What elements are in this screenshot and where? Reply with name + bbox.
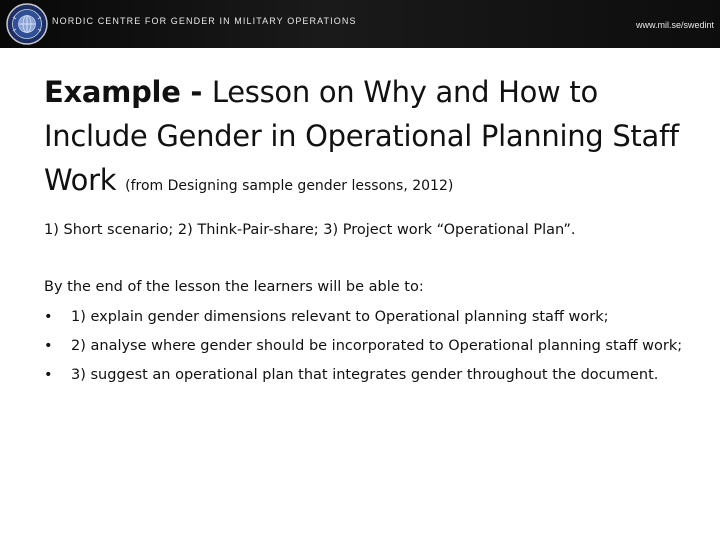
title-main: Lesson on Why and How to Include Gender in Operational Planning Staff Work [44, 75, 679, 197]
lesson-methods: 1) Short scenario; 2) Think-Pair-share; 3) Project work “Operational Plan”. [44, 222, 576, 238]
bullet-marker: • [44, 309, 53, 325]
title-source-note: (from Designing sample gender lessons, 2012) [125, 178, 454, 194]
bullet-marker: • [44, 367, 53, 383]
learning-outcomes-intro: By the end of the lesson the learners will be able to: [44, 279, 424, 295]
list-item [44, 334, 694, 358]
list-item-text: 2) analyse where gender should be incorporated to Operational planning staff work; [71, 338, 683, 354]
header-bar [0, 0, 720, 48]
slide-title [44, 70, 694, 208]
bullet-marker: • [44, 338, 53, 354]
list-item-text: 3) suggest an operational plan that integrates gender throughout the document. [71, 367, 659, 383]
title-lead: Example - [44, 75, 212, 109]
list-item-text: 1) explain gender dimensions relevant to Operational planning staff work; [71, 309, 609, 325]
learning-outcomes-list [44, 305, 694, 392]
organization-name: NORDIC CENTRE FOR GENDER IN MILITARY OPERATIONS [52, 16, 357, 26]
list-item [44, 363, 694, 387]
organization-emblem-icon [6, 3, 48, 45]
website-address: www.mil.se/swedint [635, 20, 714, 30]
list-item [44, 305, 694, 329]
